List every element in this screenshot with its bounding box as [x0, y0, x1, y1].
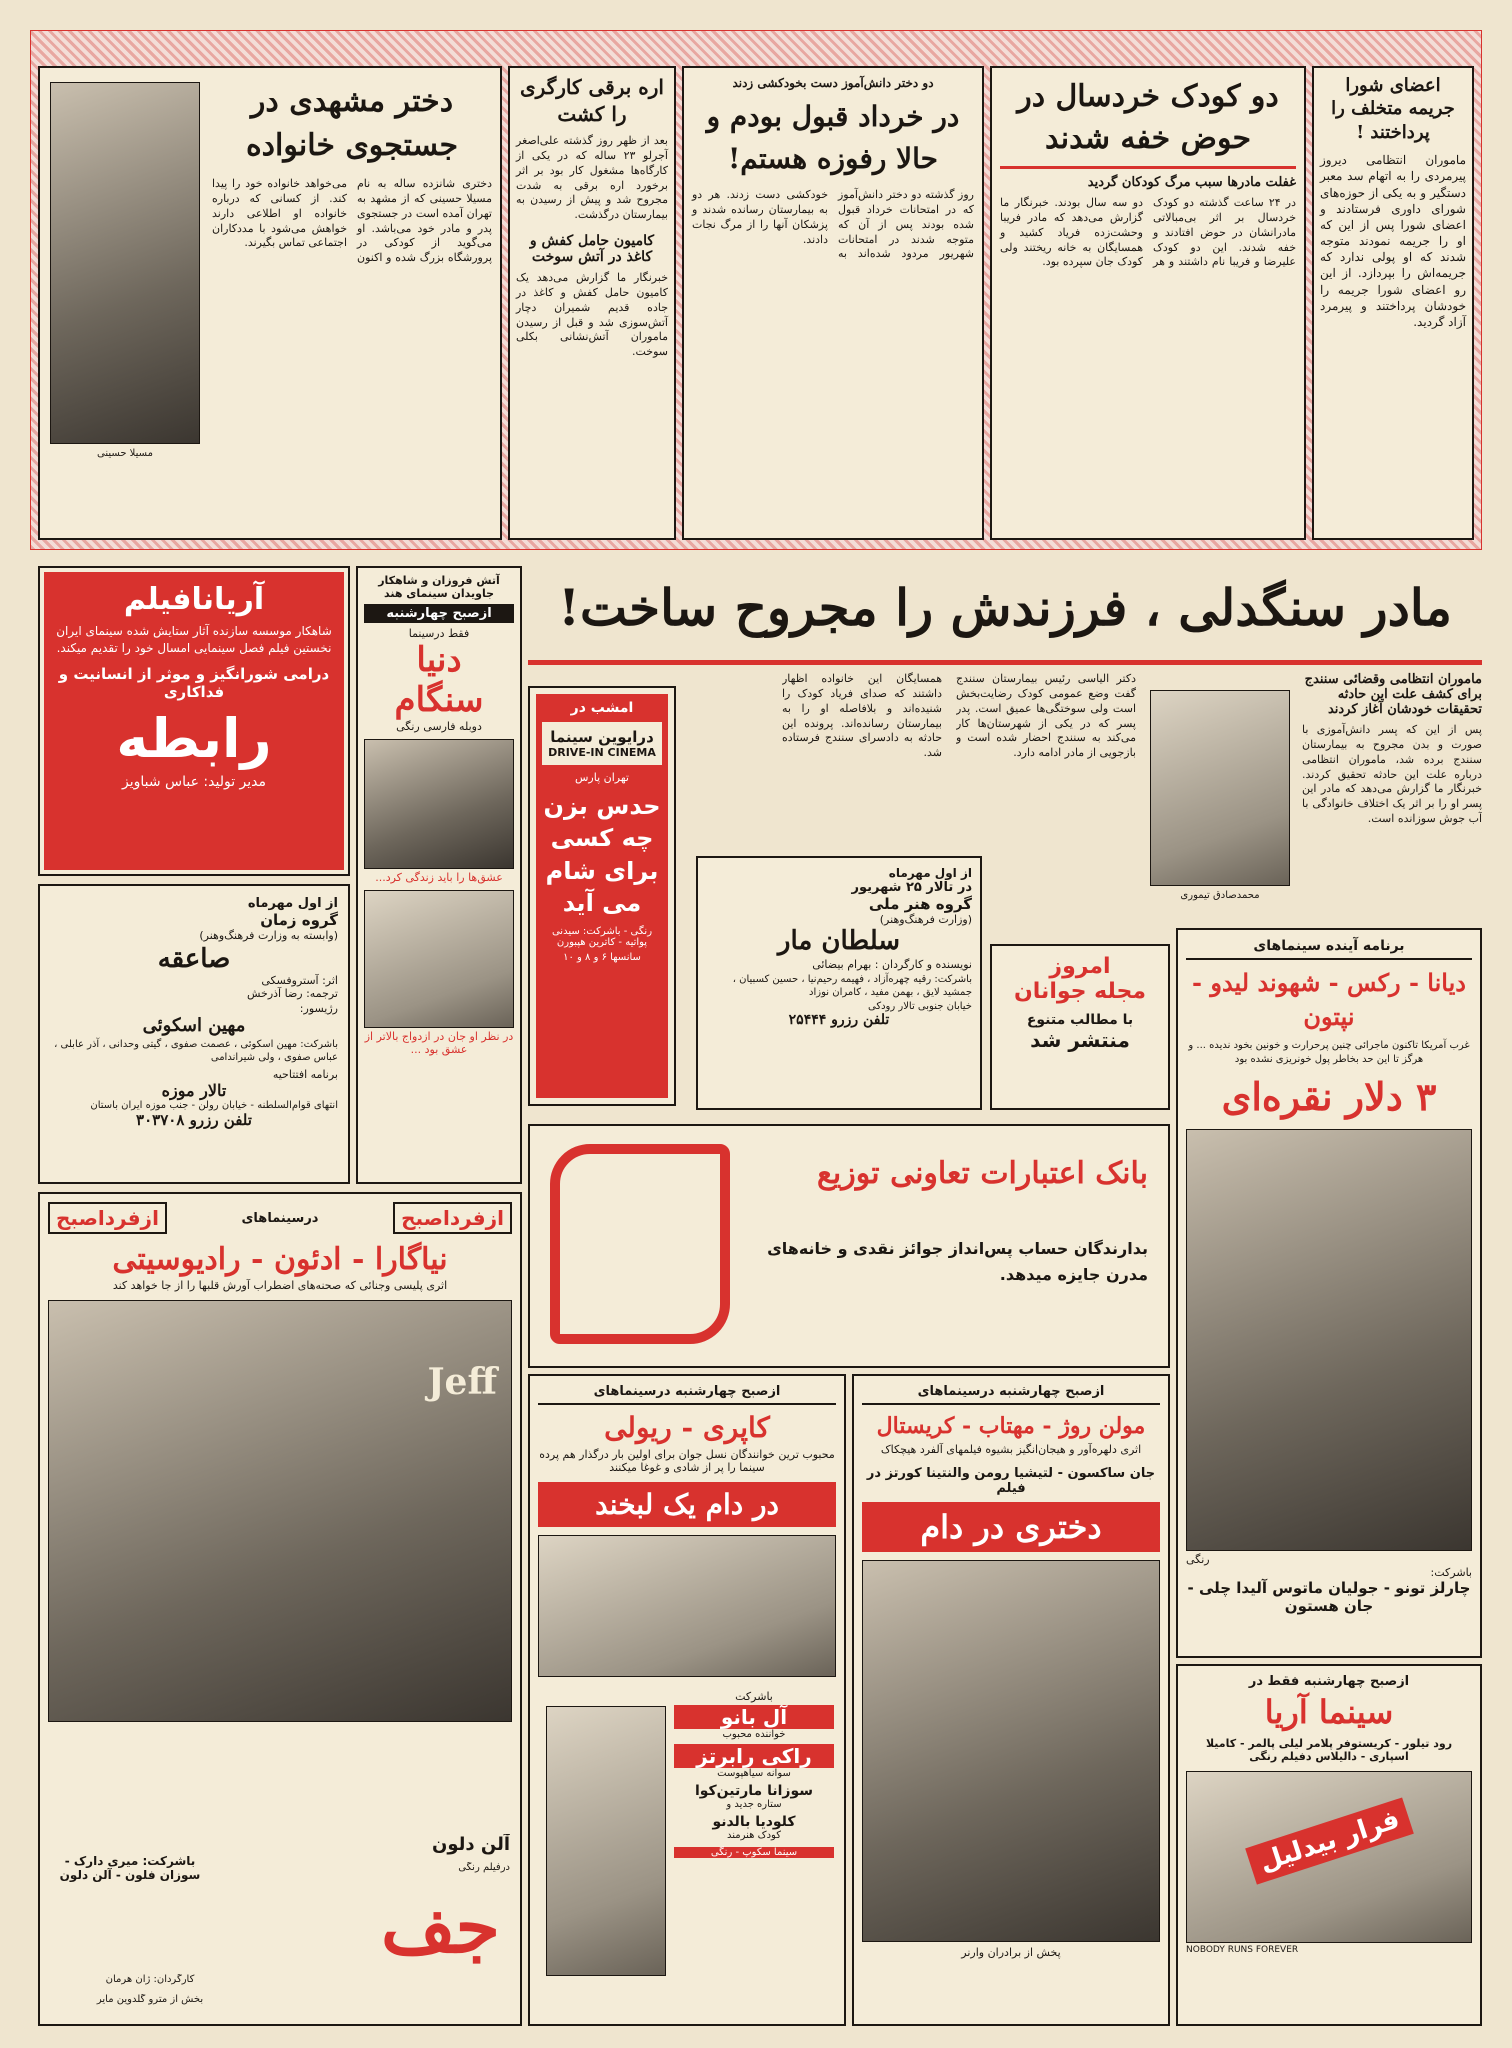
theater1-phone: تلفن رزرو ۳۰۳۷۰۸ — [136, 1111, 252, 1129]
niagara-header-row — [48, 1202, 512, 1234]
capri-credits — [674, 1690, 834, 1858]
drivein-film: حدس بزن چه کسی برای شام می آید — [543, 792, 661, 918]
fine-headline: اعضای شورا جریمه متخلف را پرداختند ! — [1331, 75, 1455, 143]
theater2-hall: در تالار ۲۵ شهریور — [851, 880, 972, 895]
students-headline: در خرداد قبول بودم و حالا رفوزه هستم! — [706, 100, 960, 175]
theater1-director-label: رژیسور: — [299, 1002, 338, 1015]
capri-singer-1-desc: خواننده محبوب — [722, 1729, 786, 1740]
boy-photo-caption: محمدصادق تیموری — [1180, 890, 1260, 901]
capri-cinemas: کاپری - ریولی — [604, 1411, 770, 1444]
theater1-ministry: (وابسته به وزارت فرهنگ‌وهنر) — [199, 929, 338, 942]
girl-photo-caption: مسیلا حسینی — [97, 448, 153, 459]
niagara-tomorrow-left: ازفرداصبح — [48, 1202, 167, 1234]
jeff-footer: بخش از مترو گلدوین مایر — [96, 1994, 204, 2005]
dunya-film: سنگام — [394, 680, 484, 720]
arya-eng: NOBODY RUNS FOREVER — [1186, 1945, 1299, 1955]
javanan-today: امروز — [1049, 954, 1111, 979]
story-lead — [1302, 672, 1482, 827]
dunya-sub: دوبله فارسی رنگی — [396, 720, 482, 733]
jeff-actor: آلن دلون — [431, 1834, 510, 1855]
drivein-logo: درایوین سینما — [550, 728, 654, 746]
dunya-cinema: دنیا — [416, 640, 462, 680]
aryana-body: شاهکار موسسه سازنده آثار ستایش شده سینمای ایران نخستین فیلم فصل سینمایی امسال خود را تقدیم میکند. — [56, 624, 332, 655]
moulin-cinemas: مولن روژ - مهتاب - کریستال — [876, 1413, 1146, 1439]
ad-theater-zaman — [38, 884, 350, 1184]
capri-singer-2-desc: سوانه سیاهپوست — [717, 1768, 791, 1779]
ad-drive-in — [528, 686, 676, 1106]
theater2-phone: تلفن رزرو ۲۵۴۴۴ — [788, 1012, 890, 1028]
aryana-tagline: درامی شورانگیز و موثر از انسانیت و فداکاری — [58, 664, 330, 701]
upcoming-tagline: غرب آمریکا تاکنون ماجرائی چنین پرحرارت و خونین بخود ندیده ... و هرگز تا این حد بخاطر پول خونریزی نشده بود — [1188, 1040, 1470, 1065]
jeff-poster-image — [48, 1300, 512, 1722]
moulin-tagline: اثری دلهره‌آور و هیجان‌انگیز بشیوه فیلمهای آلفرد هیچکاک — [880, 1443, 1142, 1456]
drivein-info: رنگی - باشرکت: سیدنی پواتیه - کاترین هپبورن — [551, 925, 653, 948]
upcoming-cinemas: دیانا - رکس - شهوند لیدو - نپتون — [1192, 968, 1466, 1031]
upcoming-film: ۳ دلار نقره‌ای — [1221, 1074, 1437, 1120]
saw-body: بعد از ظهر روز گذشته علی‌اصغر آجرلو ۲۳ ساله که در یکی از کارگاه‌ها مشغول کار بود بر اثر برخورد اره برقی به شدت مجروح شد و پیش از رسیدن به بیمارستان درگذشت. — [516, 134, 668, 222]
capri-singer-4-desc: کودک هنرمند — [727, 1830, 781, 1841]
saw-headline: اره برقی کارگری را کشت — [520, 75, 664, 126]
ad-capri-rivoli — [528, 1374, 846, 2026]
theater1-company: گروه زمان — [260, 911, 338, 929]
story-body-3: همسایگان این خانواده اظهار داشتند که صدای فریاد کودک را شنیده‌اند و بلافاصله او را به بیمارستان رسانده‌اند. پرونده این حادثه به دادسرای سنندج فرستاده شد. — [782, 672, 942, 760]
moulin-cast: جان ساکسون - لتیشیا رومن والنتینا کورتز در فیلم — [866, 1466, 1156, 1496]
arya-label: ازصبح چهارشنبه فقط در — [1248, 1674, 1410, 1689]
ad-theater-sultan-mar — [696, 856, 982, 1110]
theater1-cast: باشرکت: مهین اسکوئی ، عصمت صفوی ، گیتی وحدانی ، آذر عابلی ، عباس صفوی ، ولی شیراندامی — [54, 1039, 338, 1063]
jeff-color: درفیلم رنگی — [458, 1862, 510, 1873]
girl-headline: دختر مشهدی در جستجوی خانواده — [245, 84, 459, 163]
drowning-headline: دو کودک خردسال در حوض خفه شدند — [1017, 79, 1279, 156]
dunya-label: ازصبح چهارشنبه — [364, 604, 514, 623]
arya-poster-image — [1186, 1771, 1472, 1943]
capri-photo-stars — [538, 1535, 836, 1677]
theater1-play: صاعقه — [157, 944, 231, 974]
ad-javanan-magazine — [990, 944, 1170, 1110]
main-headline-box — [528, 560, 1482, 656]
drivein-logo-box — [542, 722, 662, 765]
moulin-film: دختری در دام — [862, 1502, 1160, 1552]
capri-label: ازصبح چهارشنبه درسینماهای — [538, 1384, 836, 1405]
truck-body: خبرنگار ما گزارش می‌دهد یک کامیون حامل کفش و کاغذ در جاده قدیم شمیران دچار آتش‌سوزی شد و قبل از رسیدن ماموران آتش‌نشانی بکلی سوخت. — [516, 271, 668, 359]
red-divider — [1000, 166, 1296, 169]
javanan-published: منتشر شد — [1030, 1028, 1130, 1052]
arya-cinema: سینما آریا — [1264, 1693, 1394, 1731]
jeff-eng-title: Jeff — [427, 1361, 497, 1403]
aryana-film: رابطه — [116, 706, 272, 770]
theater2-company: گروه هنر ملی — [868, 895, 972, 913]
theater1-author: اثر: آستروفسکی — [261, 974, 338, 987]
capri-singer-2: راکی رابرتز — [674, 1744, 834, 1768]
girl-photo — [50, 82, 200, 444]
aryana-panel — [44, 572, 344, 870]
niagara-cinemas-label: درسینماهای — [241, 1210, 319, 1226]
news-column-fine — [1312, 66, 1474, 540]
capri-format: سینما سکوپ - رنگی — [674, 1847, 834, 1858]
bank-logo — [550, 1144, 730, 1344]
theater2-ministry: (وزارت فرهنگ‌وهنر) — [879, 913, 972, 926]
theater1-program: برنامه افتتاحیه — [272, 1068, 338, 1081]
capri-with: باشرکت — [735, 1690, 773, 1703]
dunya-caption-1: عشق‌ها را باید زندگی کرد... — [375, 871, 503, 884]
theater1-date: از اول مهرماه — [247, 896, 338, 911]
ad-bank — [528, 1124, 1170, 1368]
drivein-inner — [536, 694, 668, 1098]
headline-underline — [528, 660, 1482, 665]
capri-singer-3: سوزانا مارتین‌کوا — [694, 1783, 814, 1799]
javanan-with: با مطالب متنوع — [1026, 1012, 1134, 1028]
fine-body: ماموران انتظامی دیروز پیرمردی را به اتهام سد معبر دستگیر و به یکی از حوزه‌های شورای داوری فرستادند و اعضای شورا پس از این که او را جریمه نمودند متوجه شدند که او پولی ندارد که جریمه‌اش را بپردازد. از این رو اعضای شورا جریمه را خودشان پرداختند و پیرمرد آزاد گردید. — [1320, 153, 1466, 330]
news-column-students — [682, 66, 984, 540]
news-column-drowning — [990, 66, 1306, 540]
moulin-footer: پخش از برادران وارنر — [961, 1946, 1061, 1959]
niagara-tomorrow-right: ازفرداصبح — [393, 1202, 512, 1234]
theater1-director: مهین اسکوئی — [142, 1015, 246, 1036]
ad-moulin-rouge — [852, 1374, 1170, 2026]
upcoming-title: برنامه آینده سینماهای — [1186, 938, 1472, 960]
niagara-tagline: اثری پلیسی وجنائی که صحنه‌های اضطراب آورش قلبها را از جا خواهد کند — [112, 1279, 448, 1292]
drivein-phone: سانسها ۶ و ۸ و ۱۰ — [563, 951, 641, 963]
capri-singer-1: آل بانو — [674, 1705, 834, 1729]
ad-three-silver-dollars — [1176, 928, 1482, 1658]
bank-name: بانک اعتبارات تعاونی توزیع — [816, 1156, 1148, 1191]
capri-tagline: محبوب ترین خوانندگان نسل جوان برای اولین بار درگذار هم پرده سینما را پر از شادی و غوغا میکنند — [539, 1448, 835, 1474]
capri-photo-boy — [546, 1706, 666, 1976]
capri-film: در دام یک لبخند — [538, 1482, 836, 1527]
arya-film: فرار بیدلیل — [1245, 1797, 1414, 1884]
dunya-only: فقط درسینما — [408, 627, 470, 640]
jeff-director: کارگردان: ژان هرمان — [105, 1974, 195, 1985]
theater2-cast: باشرکت: رقیه چهره‌آزاد ، فهیمه رحیم‌نیا ، حسین کسبیان ، جمشید لایق ، بهمن مفید ، کامران نوزاد — [732, 974, 972, 998]
main-headline: مادر سنگدلی ، فرزندش را مجروح ساخت! — [558, 578, 1452, 637]
ad-niagara-jeff — [38, 1192, 522, 2026]
theater2-date: از اول مهرماه — [888, 866, 972, 880]
arya-cast: رود تیلور - کریستوفر پلامر لیلی پالمر - کامیلا اسپاری - دالیلاس دفیلم رنگی — [1205, 1737, 1453, 1763]
upcoming-cast: چارلز تونو - جولیان ماتوس آلیدا چلی - جان هستون — [1187, 1579, 1471, 1616]
upcoming-color: رنگی — [1186, 1553, 1210, 1567]
drowning-body: در ۲۴ ساعت گذشته دو کودک خردسال بر اثر بی‌مبالاتی مادرانشان در حوض افتادند و خفه شدند. این دو کودک علیرضا و فریبا نام داشتند و هر دو سه سال بودند. خبرنگار ما گزارش می‌دهد که مادر فریبا وحشت‌زده فریاد کشید و همسایگان به خانه ریختند ولی کودک جان سپرده بود. — [1000, 196, 1296, 269]
jeff-film: جف — [380, 1884, 500, 1969]
upcoming-cast-label: باشرکت: — [1430, 1566, 1472, 1580]
dunya-photo-man — [364, 739, 514, 869]
story-body-2: دکتر الیاسی رئیس بیمارستان سنندج گفت وضع عمومی کودک رضایت‌بخش است ولی سوختگی‌ها عمیق است. پدر پسر که در یکی از شهرستان‌ها کار می‌کند به سنندج احضار شده است و بازجویی از مادر ادامه دارد. — [956, 672, 1136, 760]
dunya-photo-woman — [364, 890, 514, 1028]
theater2-address: خیابان جنوبی تالار رودکی — [867, 1001, 972, 1012]
dunya-top: آتش فروزان و شاهکار جاویدان سینمای هند — [378, 574, 500, 600]
capri-singer-3-desc: ستاره جدید و — [726, 1799, 782, 1810]
drivein-city: تهران پارس — [575, 771, 629, 784]
ad-aryana — [38, 566, 350, 876]
students-body: روز گذشته دو دختر دانش‌آموز که در امتحانات خرداد قبول شده بودند پس از آن که متوجه شدند در امتحانات شهریور مردود شده‌اند به خودکشی دست زدند. هر دو به بیمارستان رسانده شدند و پزشکان آنها را از مرگ نجات دادند. — [692, 188, 974, 261]
moulin-poster-image — [862, 1560, 1160, 1942]
drivein-eng: DRIVE-IN CINEMA — [548, 746, 656, 759]
theater2-author: نویسنده و کارگردان : بهرام بیضائی — [812, 958, 972, 971]
news-column-saw — [508, 66, 676, 540]
bank-body: بدارندگان حساب پس‌انداز جوائز نقدی و خانه‌های مدرن جایزه میدهد. — [767, 1239, 1148, 1284]
dunya-caption-2: در نظر او جان در ازدواج بالاتر از عشق بود ... — [364, 1030, 514, 1056]
ad-dunya-sangam — [356, 566, 522, 1184]
girl-body: دختری شانزده ساله به نام مسیلا حسینی که از مشهد به تهران آمده است در جستجوی پدر و مادر خود می‌باشد. او می‌گوید از کودکی در پرورشگاه بزرگ شده و اکنون می‌خواهد خانواده خود را پیدا کند. از کسانی که درباره خانواده او اطلاعی دارند خواهش می‌شود با مددکاران اجتماعی تماس بگیرند. — [212, 177, 492, 265]
theater1-address: انتهای قوام‌السلطنه - خیابان رولن - جنب موزه ایران باستان — [90, 1100, 338, 1111]
theater1-director-line — [50, 1002, 338, 1015]
capri-singer-4: کلودیا بالدنو — [712, 1814, 796, 1830]
truck-headline: کامیون حامل کفش و کاغذ در آتش سوخت — [529, 233, 655, 266]
aryana-title: آریانافیلم — [123, 582, 265, 617]
story-body-1: پس از این که پسر دانش‌آموزی با صورت و بدن مجروح به بیمارستان سنندج برده شد، ماموران انتظامی درباره علت این حادثه تحقیق کردند. خبرنگار ما گزارش می‌دهد که مادر این پسر او را بر اثر یک اختلاف خانوادگی با آب جوش سوزانده است. — [1302, 723, 1482, 826]
javanan-mag: مجله جوانان — [1014, 979, 1146, 1004]
theater1-venue: تالار موزه — [161, 1081, 227, 1100]
drivein-tonight: امشب در — [570, 700, 634, 716]
story-subhead: ماموران انتظامی وقضائی سنندج برای کشف علت این حادثه تحقیقات خودشان آغاز کردند — [1304, 672, 1482, 717]
theater2-play: سلطان مار — [777, 926, 901, 956]
theater1-translator: ترجمه: رضا آذرخش — [247, 987, 338, 1000]
moulin-label: ازصبح چهارشنبه درسینماهای — [862, 1384, 1160, 1405]
girl-story — [212, 80, 492, 266]
dollars-poster-image — [1186, 1129, 1472, 1551]
boy-photo — [1150, 690, 1290, 886]
drowning-subhead: غفلت مادرها سبب مرگ کودکان گردید — [1087, 175, 1296, 190]
students-kicker: دو دختر دانش‌آموز دست بخودکشی زدند — [732, 76, 934, 90]
ad-arya-cinema — [1176, 1664, 1482, 2026]
aryana-producer: مدیر تولید: عباس شباویز — [121, 773, 267, 790]
jeff-credits — [50, 1834, 510, 2014]
news-column-girl — [38, 66, 502, 540]
jeff-cast: باشرکت: میری دارک - سوزان فلون - آلن دلون — [59, 1854, 201, 1882]
niagara-cinemas: نیاگارا - ادئون - رادیوسیتی — [112, 1242, 448, 1277]
